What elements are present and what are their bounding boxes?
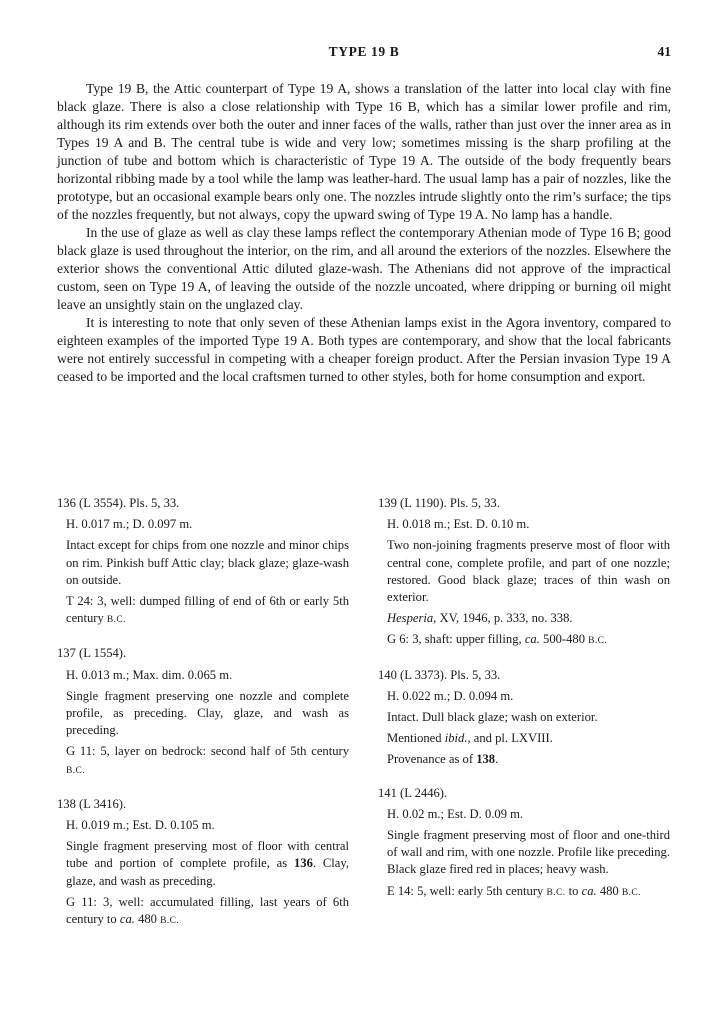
entry-heading: 139 (L 1190). Pls. 5, 33. (378, 496, 500, 510)
running-title: TYPE 19 B (328, 44, 400, 59)
entry-context: E 14: 5, well: early 5th century B.C. to ca. 480 B.C. (387, 883, 641, 898)
entry-dimensions: H. 0.013 m.; Max. dim. 0.065 m. (66, 667, 233, 682)
entry-context: G 11: 3, well: accumulated filling, last years of 6th century to ca. 480 B.C. (66, 894, 349, 927)
entry-description: Single fragment preserving most of floor and one-third of wall and rim, with one nozzle. Profile like preceding. Black glaze fired red in places; heavy wash. (387, 828, 670, 877)
entry-description: Two non-joining fragments preserve most of floor with central cone, complete profile, and part of one nozzle; restored. Good black glaze; traces of thin wash on exterior. (387, 538, 670, 605)
entry-dimensions: H. 0.018 m.; Est. D. 0.10 m. (387, 517, 530, 532)
entry-provenance: Provenance as of 138. (387, 752, 499, 767)
catalog-entry-137 (57, 645, 349, 779)
running-header (57, 44, 671, 64)
entry-description: Intact. Dull black glaze; wash on exterior. (387, 710, 598, 725)
paragraph-2: In the use of glaze as well as clay these lamps reflect the contemporary Athenian mode of Type 16 B; good black glaze is used throughout the interior, on the rim, and all around the exteriors of the nozzles. Elsewhere the exterior shows the conventional Attic diluted glaze-wash. The Athenians did not approve of the impractical custom, seen on Type 19 A, of leaving the outside of the nozzle uncoated, where dripping or burning oil might leave an unsightly stain on the unglazed clay. (57, 225, 671, 312)
catalog-entry-140 (378, 667, 670, 769)
intro-text (57, 80, 671, 386)
catalog-entry-141 (378, 785, 670, 902)
paragraph-1: Type 19 B, the Attic counterpart of Type 19 A, shows a translation of the latter into local clay with fine black glaze. There is also a close relationship with Type 16 B, which has a similar lower profile and rim, although its rim extends over both the outer and inner faces of the walls, rather than just over the inner area as in Types 19 A and B. The central tube is wide and very low; sometimes missing is the sharp profiling at the junction of tube and bottom which is characteristic of Type 19 A. The outside of the body frequently bears horizontal ribbing made by a tool while the lamp was leather-hard. The usual lamp has a pair of nozzles, like the prototype, but an occasional example bears only one. The nozzles intrude slightly onto the rim’s surface; the tips of the nozzles frequently, but not always, copy the upward swing of Type 19 A. No lamp has a handle. (57, 81, 671, 222)
catalog-entry-136 (57, 495, 349, 629)
entry-dimensions: H. 0.022 m.; D. 0.094 m. (387, 688, 514, 703)
entry-reference: Hesperia, XV, 1946, p. 333, no. 338. (387, 611, 573, 626)
catalog-column-left (57, 495, 349, 946)
catalog-entry-138 (57, 796, 349, 930)
page-number: 41 (657, 44, 671, 59)
entry-heading: 141 (L 2446). (378, 785, 448, 800)
entry-mention: Mentioned ibid., and pl. LXVIII. (387, 731, 553, 746)
entry-heading: 138 (L 3416). (57, 796, 127, 811)
entry-heading: 136 (L 3554). Pls. 5, 33. (57, 496, 180, 510)
entry-description: Single fragment preserving most of floor with central tube and portion of complete profile, as 136. Clay, glaze, and wash as preceding. (66, 839, 349, 888)
entry-dimensions: H. 0.019 m.; Est. D. 0.105 m. (66, 818, 215, 833)
entry-dimensions: H. 0.02 m.; Est. D. 0.09 m. (387, 806, 524, 821)
entry-heading: 140 (L 3373). Pls. 5, 33. (378, 667, 501, 682)
entry-context: G 6: 3, shaft: upper filling, ca. 500-480 B.C. (387, 632, 608, 647)
entry-context: T 24: 3, well: dumped filling of end of 6th or early 5th century B.C. (66, 594, 349, 626)
entry-description: Intact except for chips from one nozzle and minor chips on rim. Pinkish buff Attic clay; black glaze; glaze-wash on outside. (66, 538, 349, 587)
entry-dimensions: H. 0.017 m.; D. 0.097 m. (66, 517, 193, 532)
entry-description: Single fragment preserving one nozzle and complete profile, as preceding. Clay, glaze, and wash as preceding. (66, 688, 349, 738)
catalog-column-right (378, 495, 670, 918)
entry-context: G 11: 5, layer on bedrock: second half of 5th century B.C. (66, 744, 349, 776)
paragraph-3: It is interesting to note that only seven of these Athenian lamps exist in the Agora inventory, compared to eighteen examples of the imported Type 19 A. Both types are contemporary, and show that the local fabricants were not entirely successful in competing with a cheaper foreign product. After the Persian invasion Type 19 A ceased to be imported and the local craftsmen turned to other styles, both for home consumption and export. (57, 315, 671, 384)
entry-heading: 137 (L 1554). (57, 646, 127, 661)
catalog-entry-139 (378, 495, 670, 651)
